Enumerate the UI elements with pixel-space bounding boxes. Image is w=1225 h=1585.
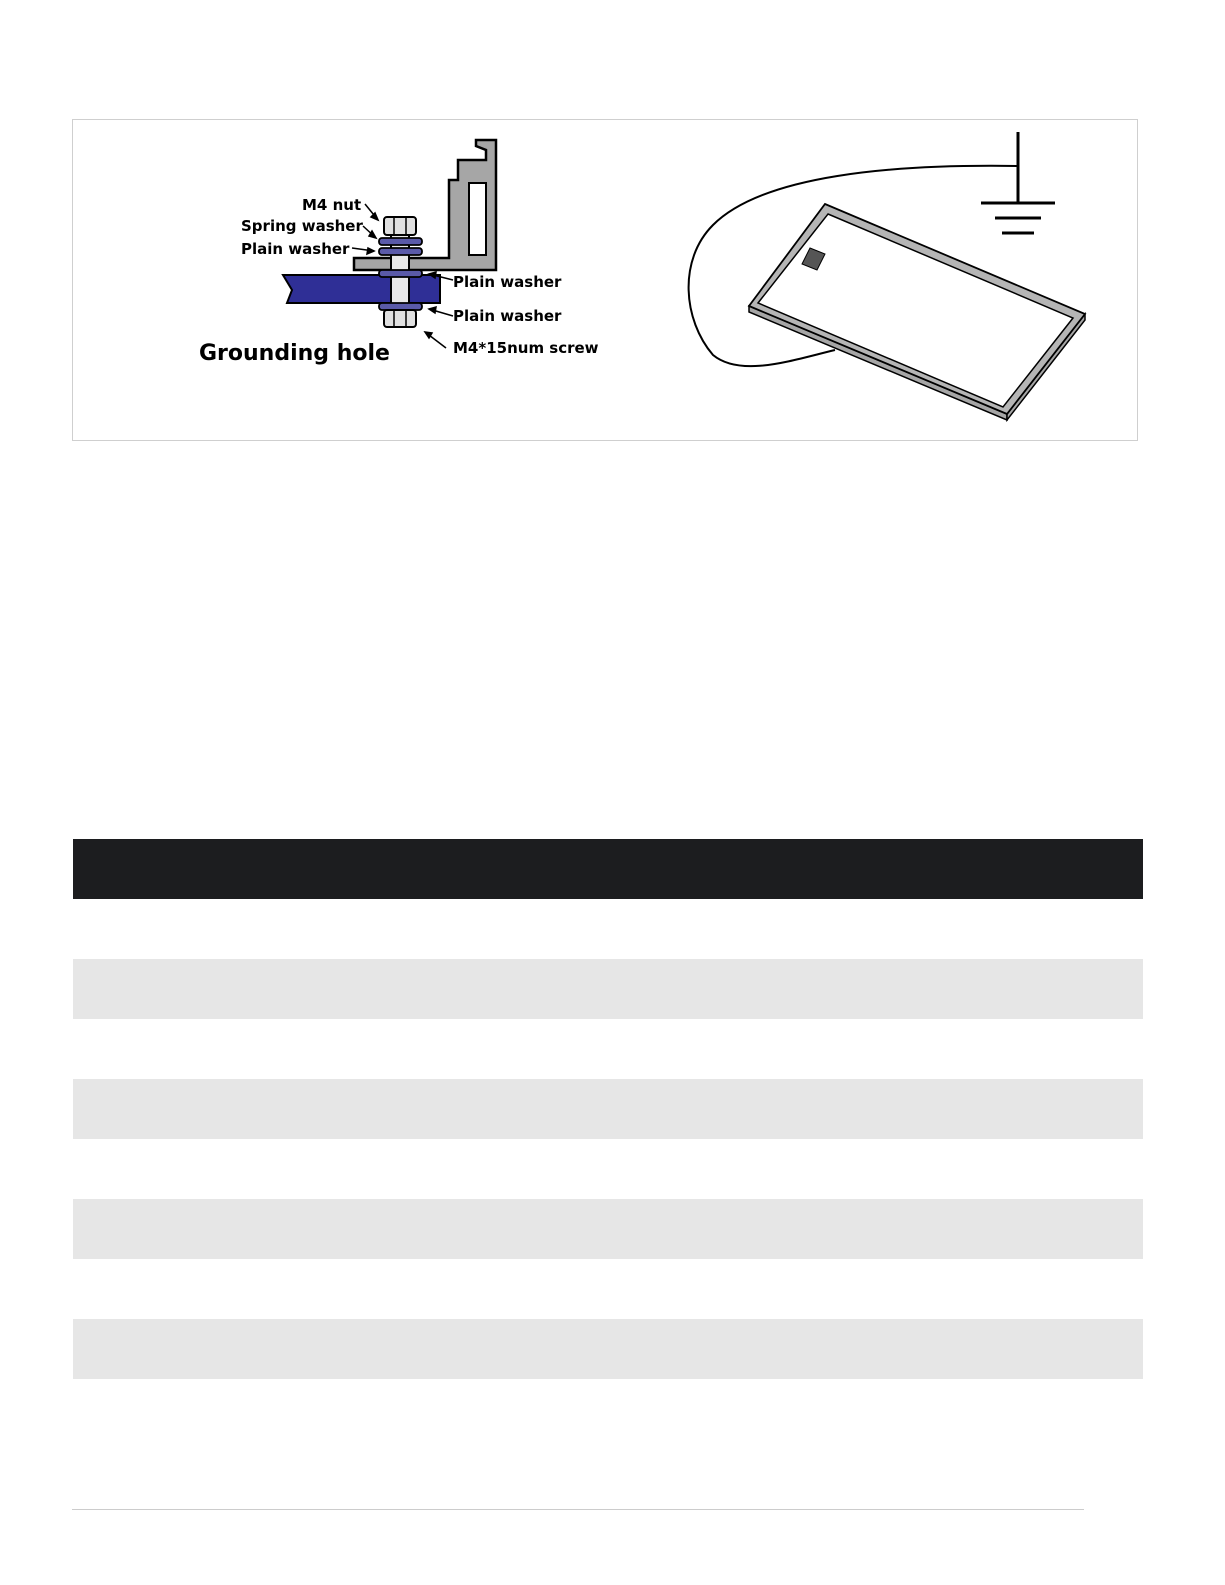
table-header xyxy=(73,839,1143,899)
label-screw: M4*15num screw xyxy=(453,339,599,357)
spec-table xyxy=(73,839,1143,1379)
table-row xyxy=(73,1019,1143,1079)
blue-plate xyxy=(283,275,440,303)
ground-symbol-icon xyxy=(981,132,1055,233)
grounding-figure xyxy=(72,119,1138,441)
spring-washer-shape xyxy=(379,238,422,245)
plain-washer-bottom-shape xyxy=(379,303,422,310)
label-plain-washer-bottom: Plain washer xyxy=(453,307,562,325)
table-row xyxy=(73,1319,1143,1379)
table-row xyxy=(73,1259,1143,1319)
label-plain-washer-mid: Plain washer xyxy=(453,273,562,291)
label-grounding-hole: Grounding hole xyxy=(199,341,390,366)
table-row xyxy=(73,1199,1143,1259)
grounding-diagram xyxy=(73,120,1139,442)
label-plain-washer-top: Plain washer xyxy=(241,240,350,258)
frame-profile xyxy=(354,140,496,270)
footer-divider xyxy=(72,1509,1084,1510)
label-spring-washer: Spring washer xyxy=(241,217,363,235)
table-row xyxy=(73,959,1143,1019)
label-m4-nut: M4 nut xyxy=(302,196,362,214)
solar-panel xyxy=(749,204,1085,420)
m4-nut-shape xyxy=(384,217,416,235)
plain-washer-mid-shape xyxy=(379,270,422,277)
table-row xyxy=(73,1139,1143,1199)
table-row xyxy=(73,1079,1143,1139)
screw-head-shape xyxy=(384,310,416,327)
table-row xyxy=(73,899,1143,959)
plain-washer-top-shape xyxy=(379,248,422,255)
